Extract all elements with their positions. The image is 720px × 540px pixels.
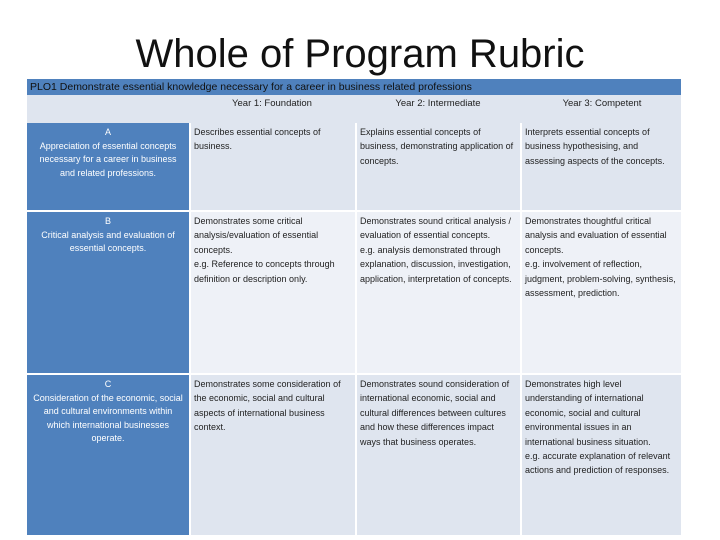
criterion-b-text: Critical analysis and evaluation of essential concepts.: [41, 229, 175, 253]
cell-c-year-2: Demonstrates sound consideration of international economic, social and cultural differences between cultures and how these differences impact ways that business operates.: [357, 375, 520, 535]
cell-b-year-3: Demonstrates thoughtful critical analysis and evaluation of essential concepts. e.g. involvement of reflection, judgment, problem-solving, synthesis, assessment, prediction.: [522, 212, 681, 373]
cell-b-year-1: Demonstrates some critical analysis/evaluation of essential concepts. e.g. Reference to concepts through definition or description only.: [191, 212, 355, 373]
plo-heading: PLO1 Demonstrate essential knowledge necessary for a career in business related professions: [27, 79, 681, 95]
rubric-header-row: [27, 95, 681, 123]
rubric-grid: [27, 123, 681, 535]
criterion-c: [27, 375, 189, 535]
header-year-2: Year 2: Intermediate: [395, 98, 481, 109]
page-title: Whole of Program Rubric: [135, 32, 585, 76]
criterion-b-letter: B: [104, 216, 111, 226]
cell-a-year-1: Describes essential concepts of business.: [191, 123, 355, 210]
criterion-a: [27, 123, 189, 210]
cell-b-year-2: Demonstrates sound critical analysis / evaluation of essential concepts. e.g. analysis demonstrated through explanation, discussion, investigation, application, interpretation of concepts.: [357, 212, 520, 373]
criterion-c-letter: C: [104, 379, 112, 389]
cell-c-year-1: Demonstrates some consideration of the economic, social and cultural aspects of international business context.: [191, 375, 355, 535]
criterion-b: [27, 212, 189, 373]
criterion-a-text: Appreciation of essential concepts necessary for a career in business and related professions.: [39, 140, 177, 178]
column-divider: [355, 123, 357, 535]
cell-a-year-2: Explains essential concepts of business, demonstrating application of concepts.: [357, 123, 520, 210]
column-divider: [189, 123, 191, 535]
criterion-c-text: Consideration of the economic, social and cultural environments within which international businesses operate.: [33, 392, 183, 443]
column-divider: [520, 123, 522, 535]
cell-c-year-3: Demonstrates high level understanding of international economic, social and cultural environmental issues in an international business situation. e.g. accurate explanation of relevant actions and prediction of responses.: [522, 375, 681, 535]
criterion-a-letter: A: [104, 127, 111, 137]
header-year-3: Year 3: Competent: [562, 98, 642, 109]
header-year-1: Year 1: Foundation: [232, 98, 312, 109]
cell-a-year-3: Interprets essential concepts of business hypothesising, and assessing aspects of the concepts.: [522, 123, 681, 210]
